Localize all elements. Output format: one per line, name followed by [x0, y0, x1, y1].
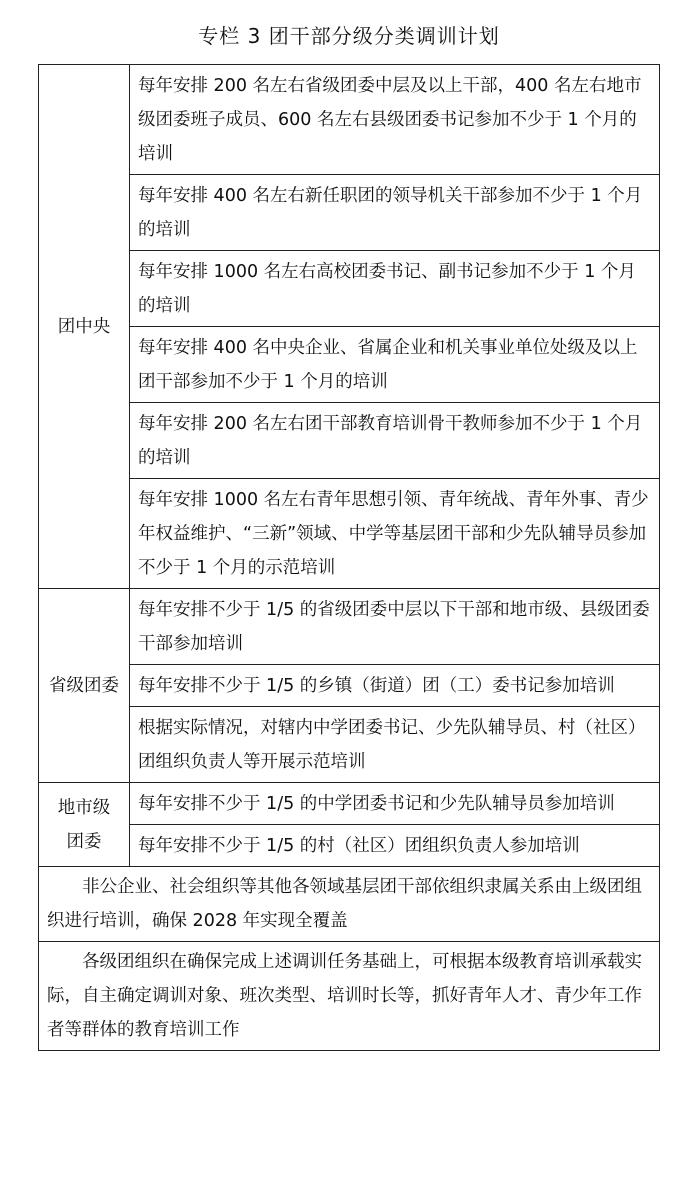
table-row [39, 665, 660, 707]
category-label: 省级团委 [49, 675, 119, 696]
training-plan-table [38, 64, 660, 1051]
item-cell: 每年安排 200 名左右省级团委中层及以上干部，400 名左右地市级团委班子成员、600 名左右县级团委书记参加不少于 1 个月的培训 [130, 65, 660, 175]
table-row [39, 589, 660, 665]
table-row [39, 251, 660, 327]
table-row [39, 783, 660, 825]
category-label-line-1: 地市级 [57, 797, 111, 818]
item-cell: 每年安排 400 名中央企业、省属企业和机关事业单位处级及以上团干部参加不少于 1 个月的培训 [130, 327, 660, 403]
table-row [39, 65, 660, 175]
item-cell: 每年安排 1000 名左右青年思想引领、青年统战、青年外事、青少年权益维护、“三新”领域、中学等基层团干部和少先队辅导员参加不少于 1 个月的示范培训 [130, 479, 660, 589]
category-cell-central [39, 65, 130, 589]
table-row [39, 867, 660, 942]
table-row [39, 327, 660, 403]
footer-note-2: 各级团组织在确保完成上述调训任务基础上，可根据本级教育培训承载实际，自主确定调训对象、班次类型、培训时长等，抓好青年人才、青少年工作者等群体的教育培训工作 [39, 942, 660, 1051]
item-cell: 每年安排 1000 名左右高校团委书记、副书记参加不少于 1 个月的培训 [130, 251, 660, 327]
table-row [39, 479, 660, 589]
category-label: 团中央 [57, 316, 111, 337]
category-label-line-2: 团委 [66, 831, 102, 852]
table-row [39, 707, 660, 783]
footer-note-1: 非公企业、社会组织等其他各领域基层团干部依组织隶属关系由上级团组织进行培训，确保 2028 年实现全覆盖 [39, 867, 660, 942]
item-cell: 根据实际情况，对辖内中学团委书记、少先队辅导员、村（社区）团组织负责人等开展示范培训 [130, 707, 660, 783]
table-row [39, 942, 660, 1051]
category-cell-municipal [39, 783, 130, 867]
item-cell: 每年安排不少于 1/5 的村（社区）团组织负责人参加培训 [130, 825, 660, 867]
item-cell: 每年安排不少于 1/5 的省级团委中层以下干部和地市级、县级团委干部参加培训 [130, 589, 660, 665]
item-cell: 每年安排不少于 1/5 的乡镇（街道）团（工）委书记参加培训 [130, 665, 660, 707]
table-row [39, 825, 660, 867]
item-cell: 每年安排 400 名左右新任职团的领导机关干部参加不少于 1 个月的培训 [130, 175, 660, 251]
page-title: 专栏 3 团干部分级分类调训计划 [198, 24, 500, 48]
table-row [39, 403, 660, 479]
category-cell-provincial [39, 589, 130, 783]
table-row [39, 175, 660, 251]
item-cell: 每年安排不少于 1/5 的中学团委书记和少先队辅导员参加培训 [130, 783, 660, 825]
item-cell: 每年安排 200 名左右团干部教育培训骨干教师参加不少于 1 个月的培训 [130, 403, 660, 479]
